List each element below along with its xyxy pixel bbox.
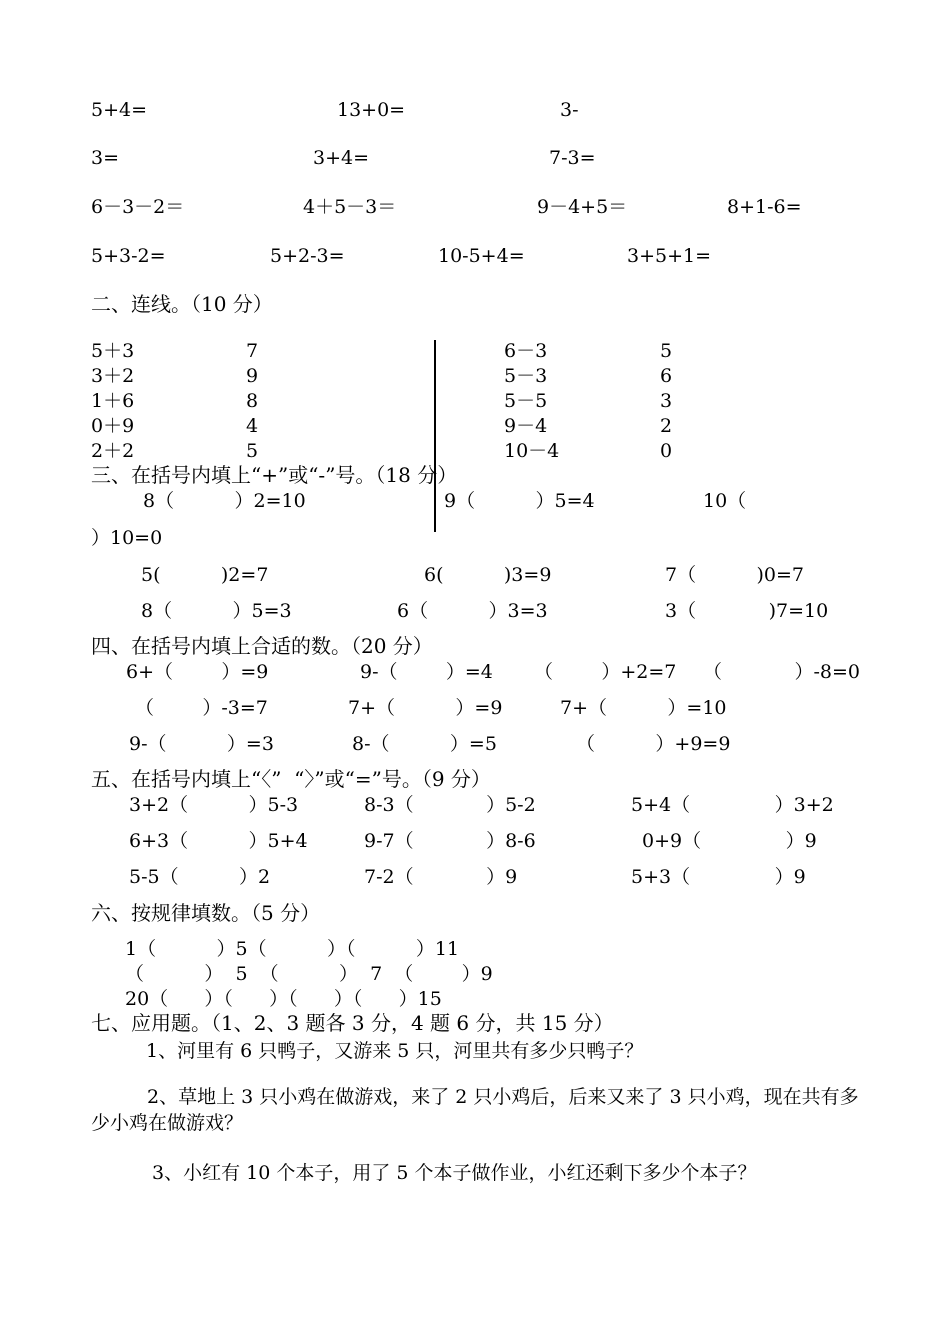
- match-right-answer: 5: [660, 340, 673, 362]
- expr: 7-3=: [549, 147, 596, 169]
- fill-item: 5+4（ ）3+2: [631, 794, 834, 816]
- fill-item: （ ）-3=7: [135, 697, 268, 719]
- fill-item: 9-7（ ）8-6: [364, 830, 536, 852]
- match-left-answer: 7: [246, 340, 259, 362]
- match-right-answer: 0: [660, 440, 673, 462]
- section-heading-3: 三、在括号内填上“+”或“-”号。（18 分）: [91, 463, 458, 487]
- fill-item: 9（ ）5=4: [444, 490, 595, 512]
- section-heading-4: 四、在括号内填上合适的数。（20 分）: [91, 634, 433, 658]
- fill-item: 6( )3=9: [424, 564, 552, 586]
- section-heading-7: 七、应用题。（1、2、3 题各 3 分，4 题 6 分，共 15 分）: [91, 1011, 614, 1035]
- match-right-expr: 5－3: [504, 365, 548, 387]
- expr: 13+0=: [337, 99, 406, 121]
- expr: 5+4=: [91, 99, 148, 121]
- fill-item: （ ）+9=9: [576, 733, 731, 755]
- fill-item: 8-3（ ）5-2: [364, 794, 536, 816]
- expr: 3=: [91, 147, 120, 169]
- expr: 8+1-6=: [727, 196, 802, 218]
- expr: 5+2-3=: [270, 245, 345, 267]
- fill-item: 9-（ ）=4: [360, 661, 493, 683]
- fill-item: 3+2（ ）5-3: [129, 794, 299, 816]
- pattern-row: 20（ ）（ ）（ ）（ ）15: [125, 988, 442, 1010]
- expr: 4＋5－3＝: [303, 196, 397, 218]
- fill-item: ）10=0: [91, 527, 163, 549]
- word-problem-2: 2、草地上 3 只小鸡在做游戏，来了 2 只小鸡后，后来又来了 3 只小鸡，现在共有多少小鸡在做游戏？: [91, 1086, 859, 1134]
- expr: 6－3－2＝: [91, 196, 185, 218]
- expr: 10-5+4=: [438, 245, 525, 267]
- divider-line: [434, 340, 436, 532]
- expr: 3+5+1=: [627, 245, 712, 267]
- section-heading-2: 二、连线。（10 分）: [91, 292, 273, 316]
- match-left-expr: 2＋2: [91, 440, 135, 462]
- expr: 9－4+5＝: [537, 196, 628, 218]
- match-left-answer: 4: [246, 415, 259, 437]
- fill-item: 8（ ）5=3: [141, 600, 292, 622]
- match-left-answer: 5: [246, 440, 259, 462]
- fill-item: 7+（ ）=9: [348, 697, 503, 719]
- fill-item: 3（ )7=10: [665, 600, 829, 622]
- fill-item: 0+9（ ）9: [642, 830, 817, 852]
- expr: 5+3-2=: [91, 245, 166, 267]
- fill-item: 6+3（ ）5+4: [129, 830, 308, 852]
- match-left-expr: 5＋3: [91, 340, 135, 362]
- match-right-answer: 6: [660, 365, 673, 387]
- fill-item: 6+（ ）=9: [126, 661, 269, 683]
- fill-item: 5+3（ ）9: [631, 866, 806, 888]
- fill-item: （ ）+2=7: [534, 661, 677, 683]
- fill-item: 8（ ）2=10: [143, 490, 306, 512]
- expr: 3-: [560, 99, 579, 121]
- word-problem-1: 1、河里有 6 只鸭子，又游来 5 只，河里共有多少只鸭子？: [146, 1040, 644, 1062]
- fill-item: 7+（ ）=10: [560, 697, 727, 719]
- section-heading-5: 五、在括号内填上“〈” “〉”或“=”号。（9 分）: [91, 767, 491, 791]
- fill-item: 6（ ）3=3: [397, 600, 548, 622]
- match-left-expr: 0＋9: [91, 415, 135, 437]
- fill-item: 7（ )0=7: [665, 564, 804, 586]
- match-right-expr: 6－3: [504, 340, 548, 362]
- match-left-answer: 9: [246, 365, 259, 387]
- pattern-row: （ ） 5 （ ） 7 （ ）9: [125, 963, 493, 985]
- fill-item: 9-（ ）=3: [129, 733, 274, 755]
- fill-item: 5-5（ ）2: [129, 866, 271, 888]
- pattern-row: 1（ ）5（ ）（ ）11: [125, 938, 460, 960]
- match-right-expr: 10－4: [504, 440, 560, 462]
- section-heading-6: 六、按规律填数。（5 分）: [91, 901, 321, 925]
- expr: 3+4=: [313, 147, 370, 169]
- match-left-answer: 8: [246, 390, 259, 412]
- word-problem-3: 3、小红有 10 个本子，用了 5 个本子做作业，小红还剩下多少个本子？: [152, 1162, 757, 1184]
- match-right-answer: 3: [660, 390, 673, 412]
- match-left-expr: 3＋2: [91, 365, 135, 387]
- fill-item: 10（: [703, 490, 747, 512]
- fill-item: 8-（ ）=5: [352, 733, 497, 755]
- match-right-expr: 9－4: [504, 415, 548, 437]
- match-right-answer: 2: [660, 415, 673, 437]
- match-right-expr: 5－5: [504, 390, 548, 412]
- fill-item: 7-2（ ）9: [364, 866, 518, 888]
- match-left-expr: 1＋6: [91, 390, 135, 412]
- fill-item: 5( )2=7: [141, 564, 269, 586]
- fill-item: （ ）-8=0: [703, 661, 860, 683]
